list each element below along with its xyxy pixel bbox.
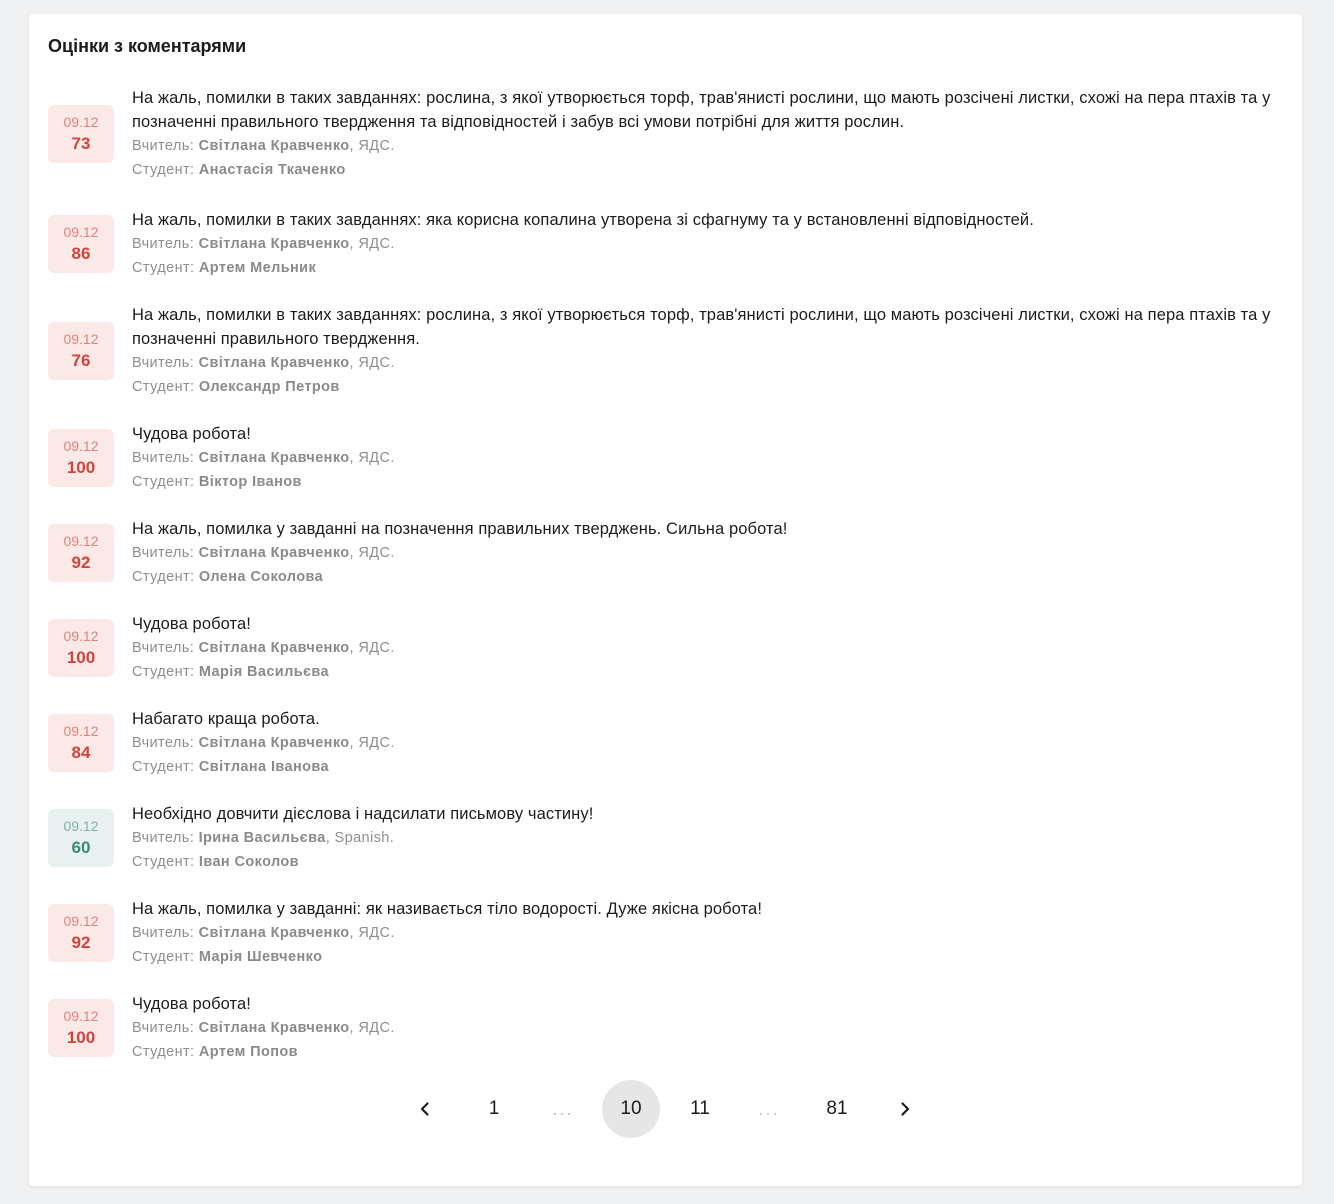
- teacher-name: Світлана Кравченко: [198, 545, 350, 561]
- subject-name: , ЯДС.: [349, 545, 395, 561]
- teacher-label: Вчитель:: [132, 1020, 195, 1036]
- subject-name: , ЯДС.: [349, 735, 395, 751]
- teacher-name: Світлана Кравченко: [198, 138, 350, 154]
- grade-badge: [48, 105, 114, 163]
- next-page-button[interactable]: [876, 1080, 934, 1138]
- grade-date: 09.12: [63, 913, 99, 929]
- teacher-name: Світлана Кравченко: [198, 735, 350, 751]
- grade-comment: На жаль, помилки в таких завданнях: рослина, з якої утворюється торф, трав'янисті рослини, що мають розсічені листки, схожі на пера птахів та у позначенні правильного твердження.: [132, 306, 1271, 348]
- student-label: Студент:: [132, 260, 195, 276]
- grade-badge: [48, 322, 114, 380]
- subject-name: , ЯДС.: [349, 640, 395, 656]
- pagination-ellipsis: ...: [758, 1098, 780, 1119]
- teacher-label: Вчитель:: [132, 640, 195, 656]
- grade-comment: На жаль, помилки в таких завданнях: рослина, з якої утворюється торф, трав'янисті рослини, що мають розсічені листки, схожі на пера птахів та у позначенні правильного твердження та відповідностей і забув всі умови потрібні для життя рослин.: [132, 89, 1271, 131]
- teacher-label: Вчитель:: [132, 450, 195, 466]
- teacher-name: Ірина Васильєва: [198, 830, 326, 846]
- student-line: [132, 565, 1278, 589]
- grade-date: 09.12: [63, 331, 99, 347]
- grade-score: 73: [71, 134, 91, 153]
- teacher-line: [132, 134, 1278, 158]
- grade-date: 09.12: [63, 224, 99, 240]
- grade-list-item: [48, 802, 1278, 874]
- teacher-name: Світлана Кравченко: [198, 355, 350, 371]
- grade-date: 09.12: [63, 628, 99, 644]
- teacher-line: [132, 351, 1278, 375]
- teacher-line: [132, 921, 1278, 945]
- teacher-line: [132, 446, 1278, 470]
- grade-content: [132, 802, 1278, 874]
- grades-comments-card: [29, 14, 1302, 1186]
- student-label: Студент:: [132, 664, 195, 680]
- student-name: Віктор Іванов: [198, 474, 302, 490]
- grade-score: 92: [71, 933, 91, 952]
- teacher-label: Вчитель:: [132, 735, 195, 751]
- grade-list-item: [48, 707, 1278, 779]
- teacher-label: Вчитель:: [132, 830, 195, 846]
- grade-content: [132, 897, 1278, 969]
- grade-comment: Чудова робота!: [132, 425, 251, 443]
- grade-date: 09.12: [63, 723, 99, 739]
- student-name: Анастасія Ткаченко: [198, 162, 346, 178]
- student-label: Студент:: [132, 949, 195, 965]
- subject-name: , ЯДС.: [349, 236, 395, 252]
- student-label: Студент:: [132, 162, 195, 178]
- grade-content: [132, 422, 1278, 494]
- pagination-ellipsis: ...: [552, 1098, 574, 1119]
- student-name: Олександр Петров: [198, 379, 340, 395]
- teacher-line: [132, 636, 1278, 660]
- teacher-line: [132, 232, 1278, 256]
- student-line: [132, 158, 1278, 182]
- chevron-right-icon: [897, 1101, 913, 1117]
- teacher-name: Світлана Кравченко: [198, 450, 350, 466]
- grade-score: 76: [71, 351, 91, 370]
- grade-list-item: [48, 992, 1278, 1064]
- grade-content: [132, 86, 1278, 182]
- grade-comment: Набагато краща робота.: [132, 710, 320, 728]
- teacher-name: Світлана Кравченко: [198, 1020, 350, 1036]
- pagination: [29, 1080, 1302, 1138]
- student-label: Студент:: [132, 854, 195, 870]
- grade-badge: [48, 999, 114, 1057]
- grade-comment: Чудова робота!: [132, 995, 251, 1013]
- grade-list-item: [48, 422, 1278, 494]
- grade-badge: [48, 904, 114, 962]
- teacher-name: Світлана Кравченко: [198, 925, 350, 941]
- grade-badge: [48, 714, 114, 772]
- grade-comment: На жаль, помилка у завданні: як називається тіло водорості. Дуже якісна робота!: [132, 900, 763, 918]
- grade-badge: [48, 809, 114, 867]
- page-button[interactable]: 81: [826, 1098, 848, 1119]
- grade-badge: [48, 215, 114, 273]
- grade-list-item: [48, 208, 1278, 280]
- teacher-name: Світлана Кравченко: [198, 236, 350, 252]
- grade-score: 86: [71, 244, 91, 263]
- student-name: Артем Попов: [198, 1044, 298, 1060]
- student-label: Студент:: [132, 1044, 195, 1060]
- grade-content: [132, 517, 1278, 589]
- student-label: Студент:: [132, 474, 195, 490]
- grade-badge: [48, 619, 114, 677]
- student-line: [132, 470, 1278, 494]
- student-name: Артем Мельник: [198, 260, 317, 276]
- student-name: Марія Васильєва: [198, 664, 330, 680]
- teacher-line: [132, 826, 1278, 850]
- teacher-label: Вчитель:: [132, 236, 195, 252]
- student-line: [132, 945, 1278, 969]
- grade-list-item: [48, 517, 1278, 589]
- subject-name: , ЯДС.: [349, 138, 395, 154]
- subject-name: , ЯДС.: [349, 450, 395, 466]
- student-line: [132, 850, 1278, 874]
- section-title: Оцінки з коментарями: [48, 36, 247, 56]
- teacher-name: Світлана Кравченко: [198, 640, 350, 656]
- prev-page-button[interactable]: [396, 1080, 454, 1138]
- teacher-label: Вчитель:: [132, 545, 195, 561]
- grade-score: 84: [71, 743, 91, 762]
- grade-content: [132, 208, 1278, 280]
- student-label: Студент:: [132, 759, 195, 775]
- grade-date: 09.12: [63, 438, 99, 454]
- student-label: Студент:: [132, 569, 195, 585]
- grade-content: [132, 992, 1278, 1064]
- grade-list-item: [48, 897, 1278, 969]
- grade-comment: На жаль, помилка у завданні на позначення правильних тверджень. Сильна робота!: [132, 520, 788, 538]
- grade-score: 100: [66, 458, 96, 477]
- teacher-label: Вчитель:: [132, 925, 195, 941]
- grade-date: 09.12: [63, 818, 99, 834]
- grade-comment: Необхідно довчити дієслова і надсилати письмову частину!: [132, 805, 594, 823]
- student-line: [132, 755, 1278, 779]
- page-button[interactable]: 1: [488, 1098, 500, 1119]
- current-page-button[interactable]: 10: [602, 1080, 660, 1138]
- grade-score: 60: [71, 838, 91, 857]
- teacher-label: Вчитель:: [132, 138, 195, 154]
- student-name: Марія Шевченко: [198, 949, 323, 965]
- student-name: Олена Соколова: [198, 569, 324, 585]
- student-name: Світлана Іванова: [198, 759, 329, 775]
- subject-name: , ЯДС.: [349, 355, 395, 371]
- grade-comment: Чудова робота!: [132, 615, 251, 633]
- grade-date: 09.12: [63, 1008, 99, 1024]
- teacher-label: Вчитель:: [132, 355, 195, 371]
- student-line: [132, 375, 1278, 399]
- teacher-line: [132, 1016, 1278, 1040]
- grade-score: 100: [66, 648, 96, 667]
- student-label: Студент:: [132, 379, 195, 395]
- page-button[interactable]: 11: [690, 1098, 710, 1119]
- teacher-line: [132, 541, 1278, 565]
- student-name: Іван Соколов: [198, 854, 299, 870]
- student-line: [132, 660, 1278, 684]
- subject-name: , Spanish.: [325, 830, 395, 846]
- student-line: [132, 1040, 1278, 1064]
- grade-date: 09.12: [63, 533, 99, 549]
- grade-list-item: [48, 612, 1278, 684]
- grade-content: [132, 707, 1278, 779]
- subject-name: , ЯДС.: [349, 1020, 395, 1036]
- student-line: [132, 256, 1278, 280]
- grade-list-item: [48, 303, 1278, 399]
- subject-name: , ЯДС.: [349, 925, 395, 941]
- grade-content: [132, 303, 1278, 399]
- grade-score: 92: [71, 553, 91, 572]
- grade-list-item: [48, 86, 1278, 182]
- chevron-left-icon: [417, 1101, 433, 1117]
- grade-comment: На жаль, помилки в таких завданнях: яка корисна копалина утворена зі сфагнуму та у встановленні відповідностей.: [132, 211, 1034, 229]
- grade-date: 09.12: [63, 114, 99, 130]
- grade-badge: [48, 524, 114, 582]
- teacher-line: [132, 731, 1278, 755]
- grade-content: [132, 612, 1278, 684]
- grade-score: 100: [66, 1028, 96, 1047]
- grade-badge: [48, 429, 114, 487]
